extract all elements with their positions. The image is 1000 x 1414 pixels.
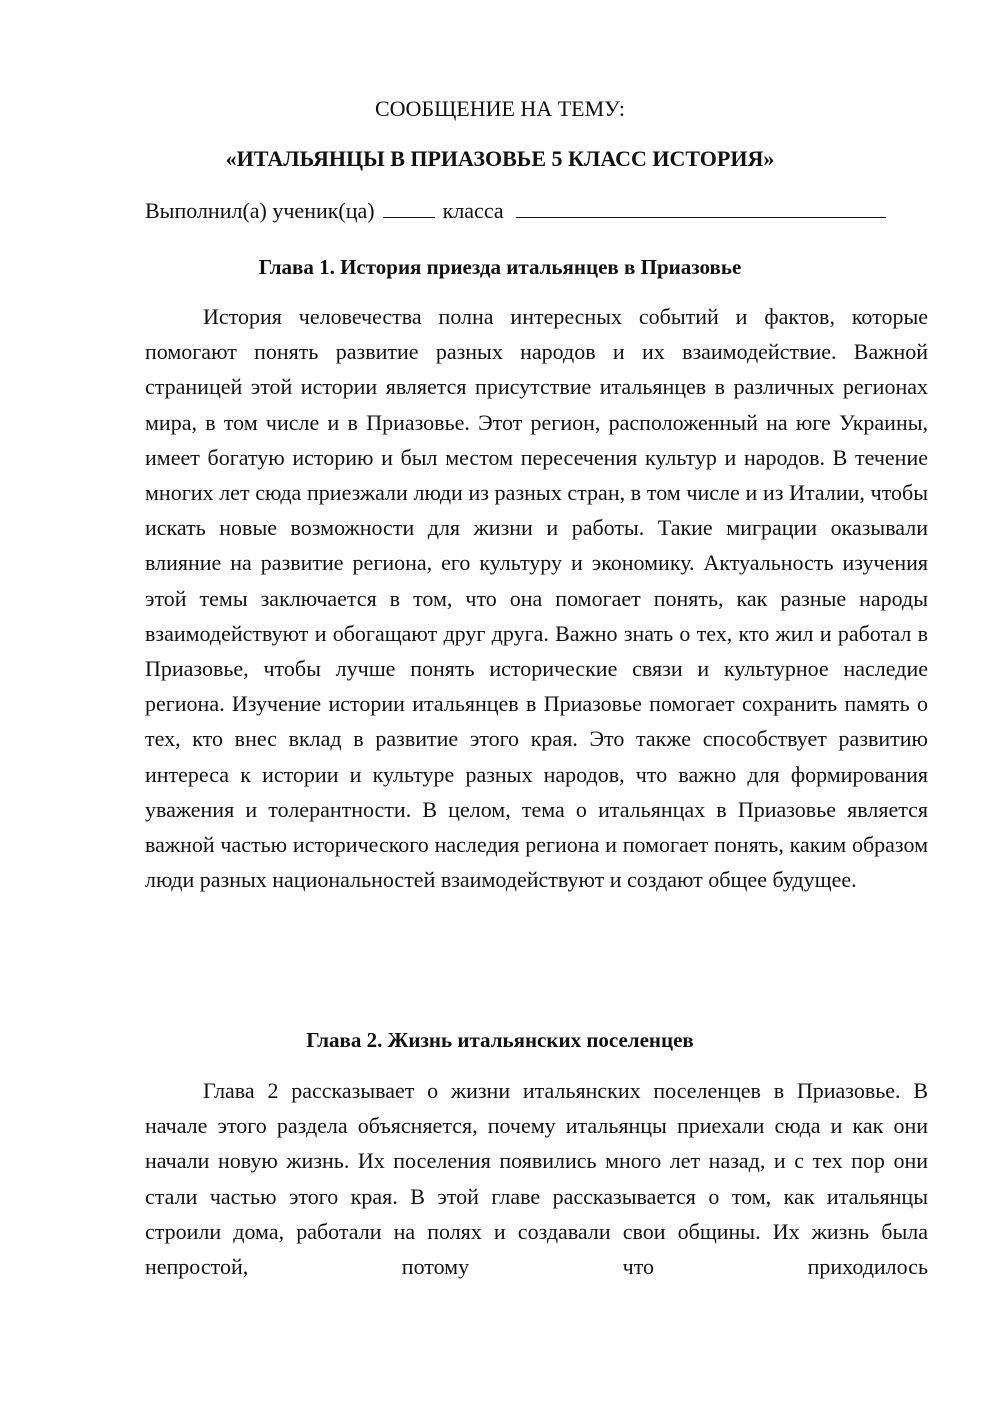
name-blank — [516, 199, 886, 218]
grade-blank — [383, 199, 435, 218]
title-line-1: СООБЩЕНИЕ НА ТЕМУ: — [375, 96, 625, 121]
chapter-1-heading: Глава 1. История приезда итальянцев в Приазовье — [258, 255, 742, 279]
author-line — [145, 198, 886, 224]
chapter-2-heading: Глава 2. Жизнь итальянских поселенцев — [306, 1028, 694, 1052]
chapter-2-paragraph: Глава 2 рассказывает о жизни итальянских поселенцев в Приазовье. В начале этого раздела объясняется, почему итальянцы приехали сюда и как они начали новую жизнь. Их поселения появились много лет назад, и с тех пор они стали частью этого края. В этой главе рассказывается о том, как итальянцы строили дома, работали на полях и создавали свои общины. Их жизнь была непростой, потому что приходилось — [145, 1078, 928, 1280]
chapter-1-paragraph: История человечества полна интересных событий и фактов, которые помогают понять развитие разных народов и их взаимодействие. Важной страницей этой истории является присутствие итальянцев в различных регионах мира, в том числе и в Приазовье. Этот регион, расположенный на юге Украины, имеет богатую историю и был местом пересечения культур и народов. В течение многих лет сюда приезжали люди из разных стран, в том числе и из Италии, чтобы искать новые возможности для жизни и работы. Такие миграции оказывали влияние на развитие региона, его культуру и экономику. Актуальность изучения этой темы заключается в том, что она помогает понять, как разные народы взаимодействуют и обогащают друг друга. Важно знать о тех, кто жил и работал в Приазовье, чтобы лучше понять исторические связи и культурное наследие региона. Изучение истории итальянцев в Приазовье помогает сохранить память о тех, кто внес вклад в развитие этого края. Это также способствует развитию интереса к истории и культуре разных народов, что важно для формирования уважения и толерантности. В целом, тема о итальянцах в Приазовье является важной частью исторического наследия региона и помогает понять, каким образом люди разных национальностей взаимодействуют и создают общее будущее. — [145, 304, 928, 893]
author-prefix: Выполнил(а) ученик(ца) — [145, 198, 375, 223]
class-label: класса — [442, 198, 504, 223]
title-line-2: «ИТАЛЬЯНЦЫ В ПРИАЗОВЬЕ 5 КЛАСС ИСТОРИЯ» — [225, 146, 775, 171]
